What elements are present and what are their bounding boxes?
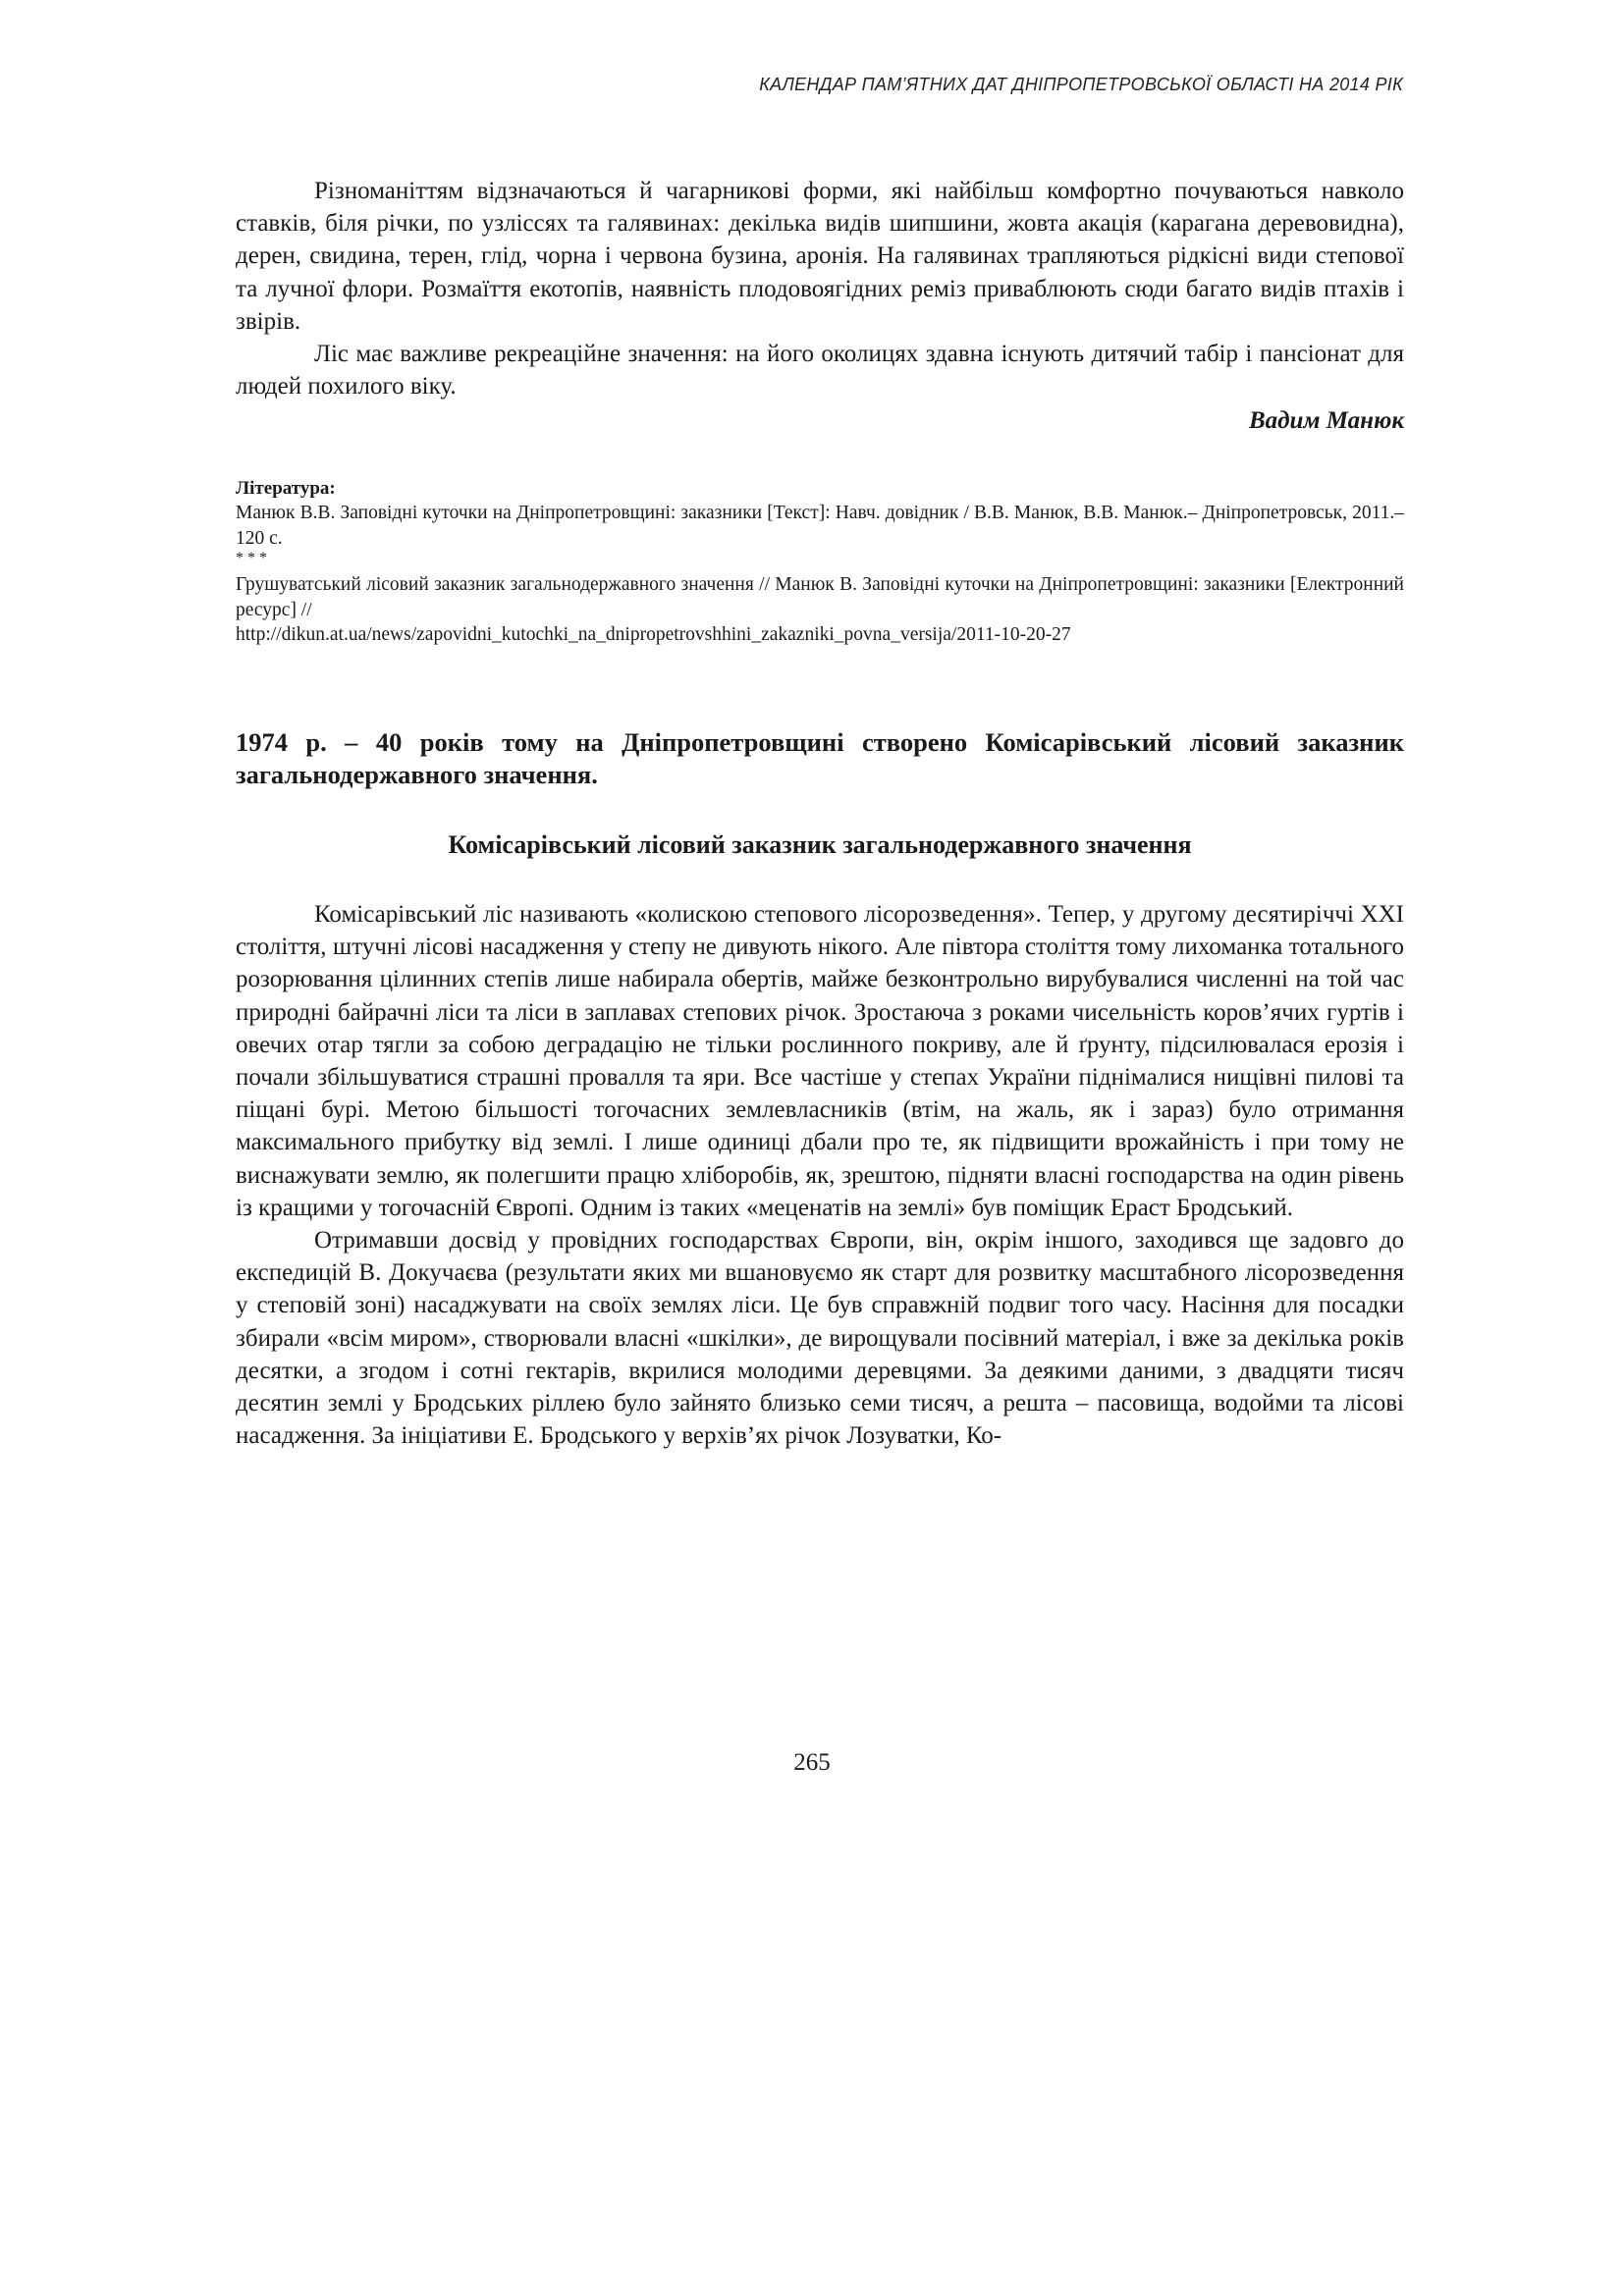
article-heading: Комісарівський лісовий заказник загальнодержавного значення <box>448 829 1192 859</box>
article-author: Вадим Манюк <box>1248 407 1404 435</box>
page-content <box>236 175 1404 1452</box>
literature-item: Манюк В.В. Заповідні куточки на Дніпропетровщині: заказники [Текст]: Навч. довідник / В.В. Манюк, В.В. Манюк.– Дніпропетровськ, 2011.– 120 с. <box>236 503 1404 549</box>
literature-separator: * * * <box>236 550 267 567</box>
running-header: КАЛЕНДАР ПАМ’ЯТНИХ ДАТ ДНІПРОПЕТРОВСЬКОЇ ОБЛАСТІ НА 2014 РІК <box>759 75 1403 94</box>
paragraph-shrubs: Різноманіттям відзначаються й чагарникові форми, які найбільш комфортно почуваються навколо ставків, біля річки, по узліссях та галявинах: декілька видів шипшини, жовта акація (карагана деревовидна), дерен, свидина, терен, глід, чорна і червона бузина, аронія. На галявинах трапляються рідкісні види степової та лучної флори. Розмаїття екотопів, наявність плодовоягідних реміз приваблюють сюди багато видів птахів і звірів. <box>236 178 1404 335</box>
paragraph-recreation: Ліс має важливе рекреаційне значення: на його околицях здавна існують дитячий табір і пансіонат для людей похилого віку. <box>236 341 1404 400</box>
literature-item: Грушуватський лісовий заказник загальнодержавного значення // Манюк В. Заповідні куточки на Дніпропетровщині: заказники [Електронний ресурс] // <box>236 574 1404 620</box>
literature-title: Література: <box>236 478 336 500</box>
page-number: 265 <box>793 1749 831 1776</box>
event-title: 1974 р. – 40 років тому на Дніпропетровщині створено Комісарівський лісовий заказник загальнодержавного значення. <box>236 726 1404 789</box>
paragraph-brodsky: Отримавши досвід у провідних господарствах Європи, він, окрім іншого, заходився ще задовго до експедицій В. Докучаєва (результати яких ми вшановуємо як старт для розвитку масштабного лісорозведення у степовій зоні) насаджувати на своїх землях ліси. Це був справжній подвиг того часу. Насіння для посадки збирали «всім миром», створювали власні «шкілки», де вирощували посівний матеріал, і вже за декілька років десятки, а згодом і сотні гектарів, вкрилися молодими деревцями. За деякими даними, з двадцяти тисяч десятин землі у Бродських ріллею було зайнято близько семи тисяч, а решта – пасовища, водойми та лісові насадження. За ініціативи Е. Бродського у верхів’ях річок Лозуватки, Ко- <box>236 1226 1404 1450</box>
literature-link[interactable]: http://dikun.at.ua/news/zapovidni_kutochki_na_dnipropetrovshhini_zakazniki_povna_versija/2011-10-20-27 <box>236 624 1071 646</box>
paragraph-komisarivsky-intro: Комісарівський ліс називають «колискою степового лісорозведення». Тепер, у другому десятиріччі XXI століття, штучні лісові насадження у степу не дивують нікого. Але півтора століття тому лихоманка тотального розорювання цілинних степів лише набирала обертів, майже безконтрольно вирубувалися численні на той час природні байрачні ліси та ліси в заплавах степових річок. Зростаюча з роками чисельність коров’ячих гуртів і овечих отар тягли за собою деградацію не тільки рослинного покриву, але й ґрунту, підсилювалася ерозія і почали збільшуватися страшні провалля та яри. Все частіше у степах України піднімалися нищівні пилові та піщані бурі. Метою більшості тогочасних землевласників (втім, на жаль, як і зараз) було отримання максимального прибутку від землі. І лише одиниці дбали про те, як підвищити врожайність і при тому не виснажувати землю, як полегшити працю хліборобів, як, зрештою, підняти власні господарства на один рівень із кращими у тогочасній Європі. Одним із таких «меценатів на землі» був поміщик Ераст Бродський. <box>236 900 1404 1221</box>
